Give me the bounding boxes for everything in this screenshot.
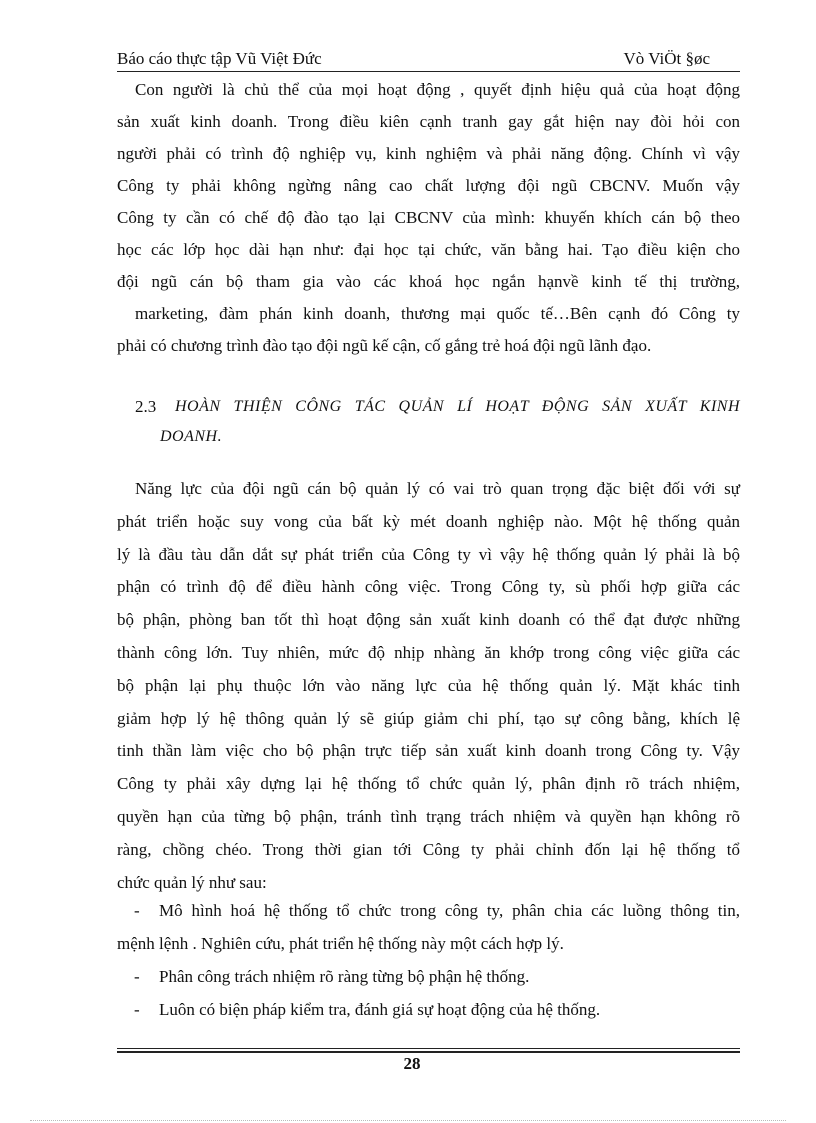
footer-rule bbox=[117, 1048, 740, 1049]
section-title-line2: DOANH. bbox=[160, 428, 223, 445]
paragraph-line: Con người là chủ thể của mọi hoạt động , quyết định hiệu quả của hoạt động bbox=[135, 80, 740, 99]
paragraph-line: giảm hợp lý hệ thông quản lý sẽ giúp giảm chi phí, tạo sự công bằng, khích lệ bbox=[117, 708, 740, 728]
list-item-text: Phân công trách nhiệm rõ ràng từng bộ phận hệ thống. bbox=[159, 967, 530, 986]
section-heading bbox=[135, 392, 740, 452]
paragraph-line: phát triển hoặc suy vong của bất kỳ mét doanh nghiệp nào. Một hệ thống quản bbox=[117, 511, 740, 531]
list-item bbox=[117, 993, 740, 1026]
paragraph-line: người phải có trình độ nghiệp vụ, kinh nghiệm và phải năng động. Chính vì vậy bbox=[117, 144, 740, 163]
paragraph-line: ràng, chồng chéo. Trong thời gian tới Công ty phải chỉnh đốn lại hệ thống tổ bbox=[117, 839, 740, 859]
paragraph-line: thành công lớn. Tuy nhiên, mức độ nhịp nhàng ăn khớp trong công việc giữa các bbox=[117, 642, 740, 662]
paragraph-line: bộ phận, phòng ban tốt thì hoạt động sản xuất kinh doanh có thể đạt được những bbox=[117, 610, 740, 630]
paragraph-line: Năng lực của đội ngũ cán bộ quản lý có vai trò quan trọng đặc biệt đối với sự bbox=[135, 479, 740, 498]
paragraph-training bbox=[117, 74, 740, 362]
paragraph-line: marketing, đàm phán kinh doanh, thương mại quốc tế…Bên cạnh đó Công ty bbox=[135, 304, 740, 323]
list-item bbox=[117, 960, 740, 993]
header-title: Báo cáo thực tập Vũ Việt Đức bbox=[117, 49, 322, 68]
paragraph-line: lý là đầu tàu dẫn dắt sự phát triển của Công ty vì vậy hệ thống quản lý phải là bộ bbox=[117, 544, 740, 564]
header-rule bbox=[117, 71, 740, 72]
paragraph-line: bộ phận lại phụ thuộc lớn vào năng lực của hệ thống quản lý. Mặt khác tinh bbox=[117, 675, 740, 695]
paragraph-line: sản xuất kinh doanh. Trong điều kiên cạnh tranh gay gắt hiện nay đòi hỏi con bbox=[117, 112, 740, 131]
footer-rule bbox=[117, 1051, 740, 1053]
list-dash: - bbox=[134, 967, 140, 986]
paragraph-line: Công ty phải không ngừng nâng cao chất lượng đội ngũ CBCNV. Muốn vậy bbox=[117, 176, 740, 195]
section-title-line1: HOÀN THIỆN CÔNG TÁC QUẢN LÍ HOẠT ĐỘNG SẢN XUẤT KINH bbox=[175, 398, 740, 415]
section-number: 2.3 bbox=[135, 397, 157, 416]
list-item-text: Luôn có biện pháp kiểm tra, đánh giá sự hoạt động của hệ thống. bbox=[159, 1000, 601, 1019]
paragraph-line: Công ty cần có chế độ đào tạo lại CBCNV của mình: khuyến khích cán bộ theo bbox=[117, 208, 740, 227]
paragraph-management bbox=[117, 473, 740, 899]
page-header bbox=[117, 49, 740, 73]
list-dash: - bbox=[134, 1000, 140, 1019]
header-author: Vò ViÖt §øc bbox=[623, 49, 710, 68]
list-item-text: Mô hình hoá hệ thống tổ chức trong công ty, phân chia các luồng thông tin, bbox=[159, 901, 740, 920]
paragraph-line: đội ngũ cán bộ tham gia vào các khoá học ngắn hạnvề kinh tế thị trường, bbox=[117, 272, 740, 291]
list-item-continuation: mệnh lệnh . Nghiên cứu, phát triển hệ thống này một cách hợp lý. bbox=[117, 934, 564, 953]
list-dash: - bbox=[134, 901, 140, 920]
paragraph-line: Công ty phải xây dựng lại hệ thống tổ chức quản lý, phân định rõ trách nhiệm, bbox=[117, 774, 740, 794]
paragraph-line: chức quản lý như sau: bbox=[117, 872, 267, 892]
page-bottom-divider bbox=[30, 1120, 786, 1121]
paragraph-line: phận có trình độ để điều hành công việc. Trong Công ty, sù phối hợp giữa các bbox=[117, 577, 740, 597]
paragraph-line: quyền hạn của từng bộ phận, tránh tình trạng trách nhiệm và quyền hạn không rõ bbox=[117, 806, 740, 826]
page-number: 28 bbox=[403, 1054, 421, 1073]
paragraph-line: phải có chương trình đào tạo đội ngũ kế cận, cố gắng trẻ hoá đội ngũ lãnh đạo. bbox=[117, 336, 652, 355]
paragraph-line: học các lớp học dài hạn như: đại học tại chức, văn bằng hai. Tạo điều kiện cho bbox=[117, 240, 740, 259]
paragraph-line: tinh thần làm việc cho bộ phận trực tiếp sản xuất kinh doanh trong Công ty. Vậy bbox=[117, 741, 740, 761]
bullet-list bbox=[117, 894, 740, 1026]
list-item bbox=[117, 894, 740, 927]
